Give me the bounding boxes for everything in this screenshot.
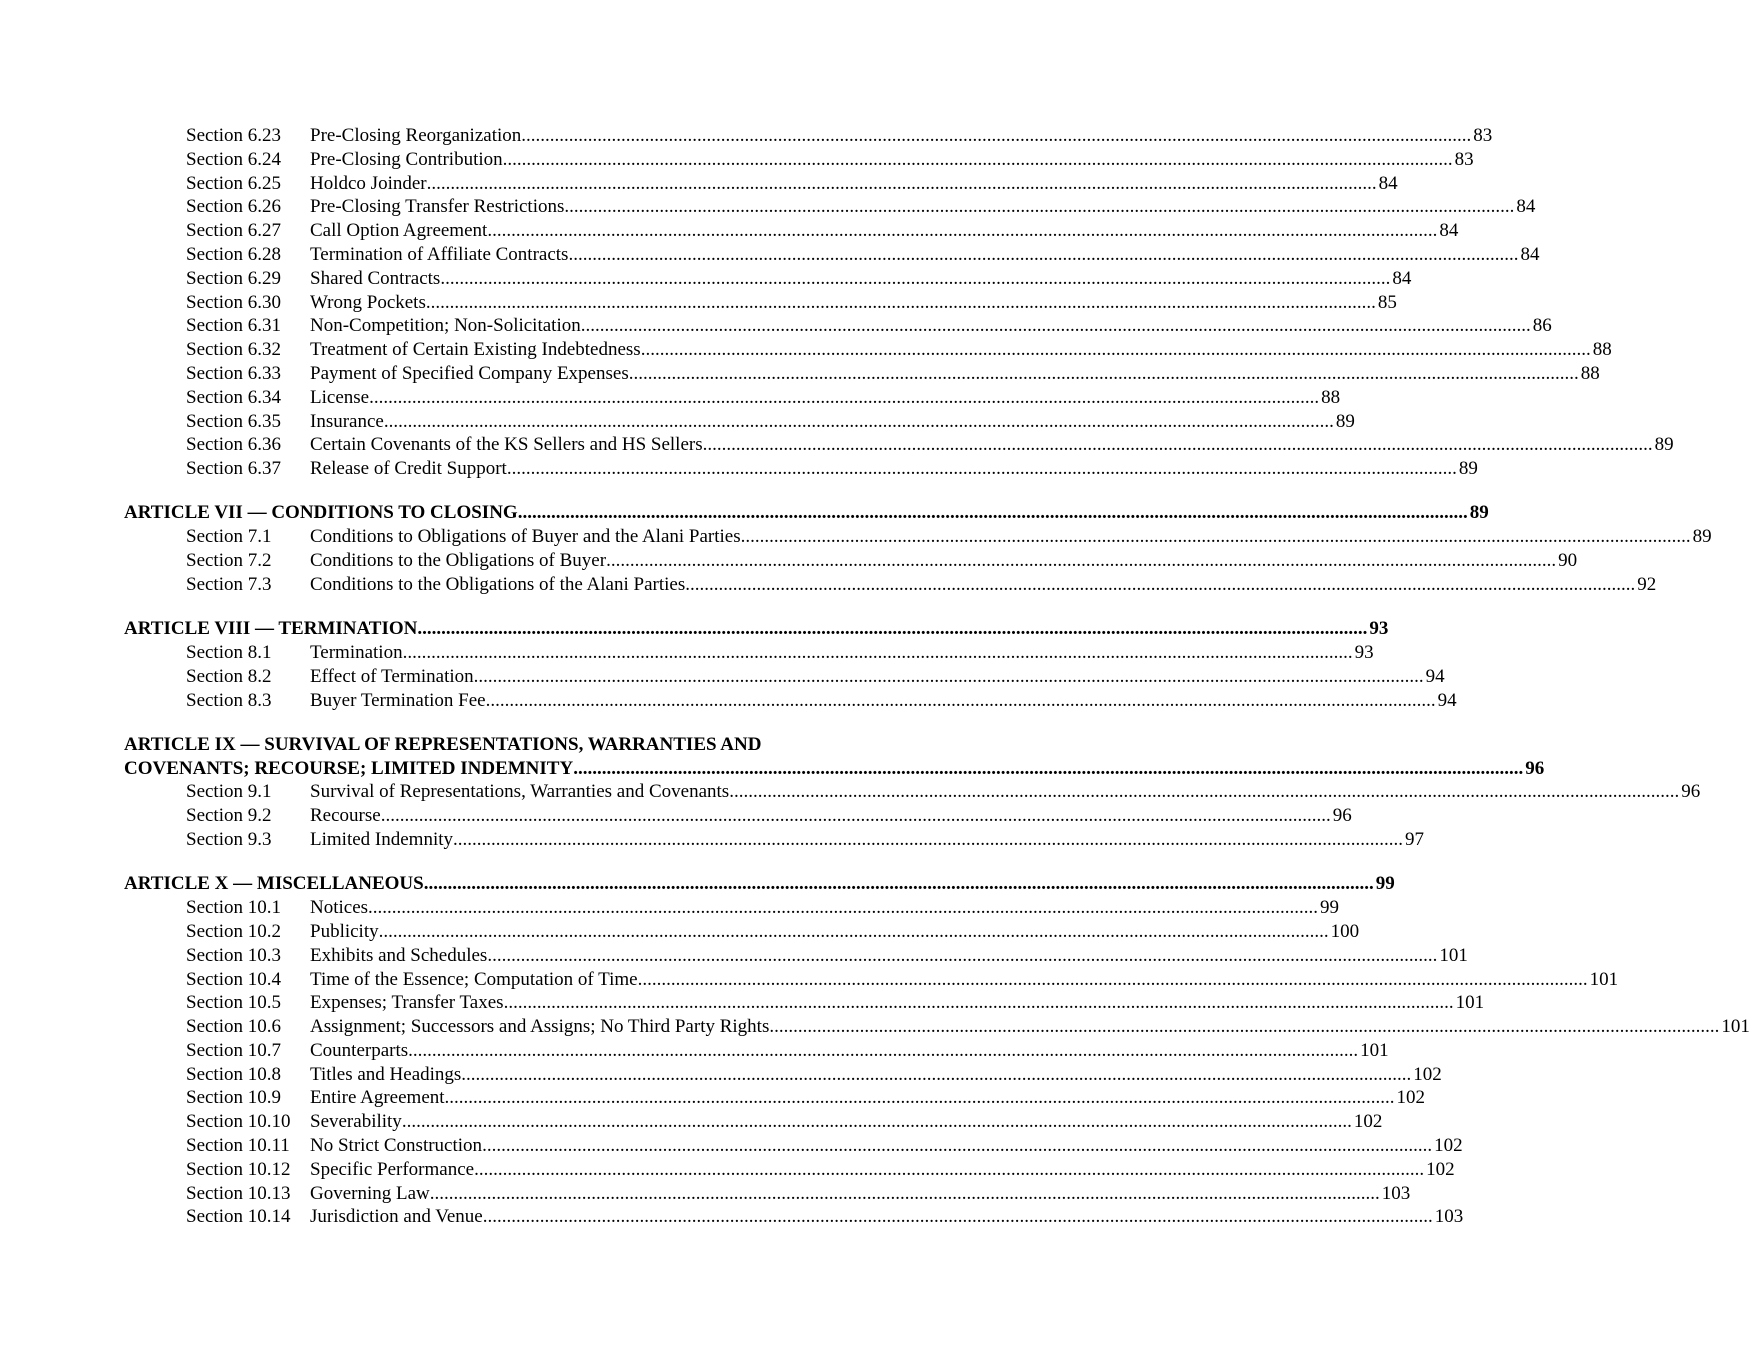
article-heading-line-1[interactable] [0, 733, 1055, 757]
dot-leader: ........................................................................................................................................................................................................ [482, 1206, 1433, 1228]
dot-leader: ........................................................................................................................................................................................................ [685, 573, 1636, 595]
dot-leader: ........................................................................................................................................................................................................ [425, 291, 1376, 313]
dot-leader: ........................................................................................................................................................................................................ [503, 992, 1454, 1014]
section-title: Pre-Closing Reorganization [310, 125, 522, 146]
section-number: Section 10.7 [186, 1039, 281, 1061]
dot-leader: ........................................................................................................................................................................................................ [517, 502, 1468, 524]
page-number: 84 [1439, 220, 1459, 242]
page-number: 102 [1434, 1135, 1463, 1157]
dot-leader: ........................................................................................................................................................................................................ [380, 805, 1331, 827]
page-number: 88 [1321, 386, 1341, 408]
page-number: 88 [1592, 339, 1612, 361]
dot-leader: ........................................................................................................................................................................................................ [702, 434, 1653, 456]
article-title: ARTICLE IX — SURVIVAL OF REPRESENTATIONS, WARRANTIES AND [124, 733, 762, 755]
article-6-sections [0, 124, 1674, 481]
section-number: Section 6.28 [186, 243, 281, 265]
section-title: Call Option Agreement [310, 220, 488, 242]
section-title: Effect of Termination [310, 665, 474, 687]
section-title: Release of Credit Support [310, 458, 507, 480]
section-number: Section 9.3 [186, 829, 272, 851]
page-number: 84 [1392, 267, 1412, 289]
toc-entry[interactable] [0, 386, 1341, 410]
toc-entry[interactable] [0, 219, 1459, 243]
section-number: Section 6.37 [186, 458, 281, 480]
page-number: 97 [1405, 829, 1425, 851]
dot-leader: ........................................................................................................................................................................................................ [474, 1158, 1425, 1180]
toc-entry[interactable] [0, 148, 1474, 172]
toc-entry[interactable] [0, 780, 1701, 804]
dot-leader: ........................................................................................................................................................................................................ [568, 243, 1519, 265]
page-number: 94 [1437, 689, 1457, 711]
section-title: Jurisdiction and Venue [310, 1206, 483, 1228]
toc-entry[interactable] [0, 1110, 1383, 1134]
toc-entry[interactable] [0, 665, 1445, 689]
dot-leader: ........................................................................................................................................................................................................ [769, 1016, 1720, 1038]
section-title: Time of the Essence; Computation of Time [310, 968, 638, 990]
article-heading-line-2[interactable] [0, 757, 1545, 781]
toc-entry[interactable] [0, 573, 1657, 597]
page-number: 102 [1426, 1158, 1455, 1180]
section-number: Section 6.29 [186, 267, 281, 289]
page-number: 99 [1375, 873, 1395, 895]
section-number: Section 6.25 [186, 172, 281, 194]
dot-leader: ........................................................................................................................................................................................................ [368, 897, 1319, 919]
article-heading[interactable] [0, 872, 1395, 896]
page-number: 102 [1353, 1111, 1383, 1133]
dot-leader: ........................................................................................................................................................................................................ [423, 873, 1374, 895]
page-number: 86 [1532, 315, 1552, 337]
toc-entry[interactable] [0, 291, 1397, 315]
section-number: Section 9.1 [186, 781, 272, 803]
section-number: Section 8.1 [186, 641, 272, 663]
page-number: 102 [1413, 1063, 1442, 1085]
toc-entry[interactable] [0, 1134, 1463, 1158]
section-title: Wrong Pockets [310, 291, 426, 313]
page-number: 90 [1558, 550, 1578, 572]
article-title: ARTICLE VIII — TERMINATION [124, 618, 418, 640]
section-number: Section 10.10 [186, 1111, 291, 1133]
article-heading[interactable] [0, 617, 1389, 641]
article-9-sections [0, 780, 1701, 851]
toc-entry[interactable] [0, 338, 1612, 362]
toc-entry[interactable] [0, 195, 1536, 219]
page-number: 103 [1434, 1206, 1464, 1228]
section-number: Section 6.24 [186, 148, 281, 170]
toc-entry[interactable] [0, 968, 1619, 992]
toc-entry[interactable] [0, 267, 1412, 291]
toc-entry[interactable] [0, 641, 1374, 665]
section-number: Section 6.32 [186, 339, 281, 361]
section-number: Section 6.30 [186, 291, 281, 313]
toc-entry[interactable] [0, 362, 1600, 386]
article-title: ARTICLE X — MISCELLANEOUS [124, 873, 424, 895]
toc-entry[interactable] [0, 433, 1674, 457]
toc-entry[interactable] [0, 172, 1398, 196]
page-number: 89 [1469, 502, 1489, 524]
toc-entry[interactable] [0, 1182, 1411, 1206]
section-title: Counterparts [310, 1039, 409, 1061]
dot-leader: ........................................................................................................................................................................................................ [369, 386, 1320, 408]
page-number: 84 [1516, 196, 1536, 218]
dot-leader: ........................................................................................................................................................................................................ [487, 944, 1438, 966]
toc-entry[interactable] [0, 1039, 1389, 1063]
dot-leader: ........................................................................................................................................................................................................ [453, 829, 1404, 851]
toc-entry[interactable] [0, 804, 1352, 828]
toc-entry[interactable] [0, 314, 1552, 338]
dot-leader: ........................................................................................................................................................................................................ [564, 196, 1515, 218]
section-number: Section 8.2 [186, 665, 272, 687]
dot-leader: ........................................................................................................................................................................................................ [487, 220, 1438, 242]
dot-leader: ........................................................................................................................................................................................................ [506, 458, 1457, 480]
section-title: Titles and Headings [310, 1063, 462, 1085]
dot-leader: ........................................................................................................................................................................................................ [444, 1087, 1395, 1109]
dot-leader: ........................................................................................................................................................................................................ [408, 1039, 1359, 1061]
article-7 [0, 501, 1489, 525]
section-number: Section 10.5 [186, 992, 281, 1014]
section-title: Treatment of Certain Existing Indebtedness [310, 339, 641, 361]
section-title: Termination of Affiliate Contracts [310, 243, 569, 265]
toc-entry[interactable] [0, 1015, 1750, 1039]
section-title: Expenses; Transfer Taxes [310, 992, 504, 1014]
page-number: 101 [1589, 968, 1619, 990]
dot-leader: ........................................................................................................................................................................................................ [573, 757, 1524, 779]
page-number: 96 [1525, 757, 1545, 779]
dot-leader: ........................................................................................................................................................................................................ [640, 339, 1591, 361]
toc-entry[interactable] [0, 457, 1478, 481]
section-title: Recourse [310, 805, 381, 827]
page-number: 89 [1654, 434, 1674, 456]
section-title: Assignment; Successors and Assigns; No Third Party Rights [310, 1016, 770, 1038]
toc-entry[interactable] [0, 243, 1540, 267]
article-9 [0, 733, 1545, 781]
page-number: 89 [1335, 410, 1355, 432]
page-number: 102 [1396, 1087, 1426, 1109]
toc-entry[interactable] [0, 991, 1485, 1015]
section-title: Buyer Termination Fee [310, 689, 486, 711]
page-number: 93 [1354, 641, 1374, 663]
page-number: 96 [1681, 781, 1701, 803]
section-number: Section 6.35 [186, 410, 281, 432]
section-number: Section 8.3 [186, 689, 272, 711]
section-title: Pre-Closing Contribution [310, 148, 503, 170]
section-number: Section 10.6 [186, 1016, 281, 1038]
section-number: Section 10.11 [186, 1135, 290, 1157]
section-title: Specific Performance [310, 1158, 475, 1180]
section-number: Section 6.36 [186, 434, 281, 456]
section-number: Section 10.8 [186, 1063, 281, 1085]
dot-leader: ........................................................................................................................................................................................................ [461, 1063, 1412, 1085]
page-number: 101 [1455, 992, 1485, 1014]
page-number: 84 [1378, 172, 1398, 194]
toc-entry[interactable] [0, 1158, 1455, 1182]
section-title: Non-Competition; Non-Solicitation [310, 315, 581, 337]
toc-entry[interactable] [0, 410, 1355, 434]
page-number: 103 [1381, 1182, 1411, 1204]
dot-leader: ........................................................................................................................................................................................................ [628, 362, 1579, 384]
section-title: Conditions to the Obligations of the Alani Parties [310, 573, 686, 595]
article-title-continued: COVENANTS; RECOURSE; LIMITED INDEMNITY [124, 757, 574, 779]
toc-entry[interactable] [0, 944, 1468, 968]
dot-leader: ........................................................................................................................................................................................................ [729, 781, 1680, 803]
section-number: Section 7.1 [186, 526, 272, 548]
article-8 [0, 617, 1389, 641]
dot-leader: ........................................................................................................................................................................................................ [606, 550, 1557, 572]
dot-leader: ........................................................................................................................................................................................................ [426, 172, 1377, 194]
section-number: Section 7.2 [186, 550, 272, 572]
dot-leader: ........................................................................................................................................................................................................ [429, 1182, 1380, 1204]
section-number: Section 6.23 [186, 125, 281, 146]
article-heading[interactable] [0, 501, 1489, 525]
section-number: Section 9.2 [186, 805, 272, 827]
dot-leader: ........................................................................................................................................................................................................ [440, 267, 1391, 289]
section-title: Limited Indemnity [310, 829, 454, 851]
dot-leader: ........................................................................................................................................................................................................ [473, 665, 1424, 687]
section-title: Pre-Closing Transfer Restrictions [310, 196, 565, 218]
article-8-sections [0, 641, 1457, 712]
section-title: Exhibits and Schedules [310, 944, 488, 966]
section-title: Insurance [310, 410, 384, 432]
dot-leader: ........................................................................................................................................................................................................ [378, 920, 1329, 942]
page-number: 101 [1360, 1039, 1389, 1061]
toc-entry[interactable] [0, 1063, 1442, 1087]
section-title: Conditions to Obligations of Buyer and the Alani Parties [310, 526, 741, 548]
page-number: 96 [1332, 805, 1352, 827]
section-number: Section 10.14 [186, 1206, 291, 1228]
section-number: Section 6.26 [186, 196, 281, 218]
dot-leader: ........................................................................................................................................................................................................ [482, 1135, 1433, 1157]
dot-leader: ........................................................................................................................................................................................................ [402, 641, 1353, 663]
toc-entry[interactable] [0, 896, 1340, 920]
section-title: Notices [310, 897, 369, 919]
article-10-sections [0, 896, 1750, 1229]
page-number: 99 [1320, 897, 1340, 919]
dot-leader: ........................................................................................................................................................................................................ [383, 410, 1334, 432]
section-number: Section 6.33 [186, 362, 281, 384]
dot-leader: ........................................................................................................................................................................................................ [401, 1111, 1352, 1133]
section-title: Entire Agreement [310, 1087, 445, 1109]
section-number: Section 10.3 [186, 944, 281, 966]
section-title: Survival of Representations, Warranties and Covenants [310, 781, 730, 803]
page-number: 93 [1369, 618, 1389, 640]
section-title: License [310, 386, 370, 408]
section-title: Severability [310, 1111, 402, 1133]
toc-entry[interactable] [0, 689, 1457, 713]
section-number: Section 10.4 [186, 968, 281, 990]
toc-entry[interactable] [0, 1205, 1464, 1229]
toc-entry[interactable] [0, 1086, 1426, 1110]
article-10 [0, 872, 1395, 896]
toc-entry[interactable] [0, 124, 1493, 148]
section-title: Certain Covenants of the KS Sellers and HS Sellers [310, 434, 703, 456]
section-title: Holdco Joinder [310, 172, 427, 194]
page-number: 84 [1520, 243, 1540, 265]
section-number: Section 10.12 [186, 1158, 291, 1180]
dot-leader: ........................................................................................................................................................................................................ [580, 315, 1531, 337]
dot-leader: ........................................................................................................................................................................................................ [502, 148, 1453, 170]
section-title: Governing Law [310, 1182, 430, 1204]
page-number: 88 [1580, 362, 1600, 384]
section-title: Shared Contracts [310, 267, 441, 289]
toc-entry[interactable] [0, 920, 1360, 944]
article-title: ARTICLE VII — CONDITIONS TO CLOSING [124, 502, 518, 524]
toc-entry[interactable] [0, 525, 1712, 549]
page-number: 85 [1377, 291, 1397, 313]
section-title: No Strict Construction [310, 1135, 483, 1157]
section-title: Payment of Specified Company Expenses [310, 362, 629, 384]
page-number: 101 [1721, 1016, 1750, 1038]
section-number: Section 10.9 [186, 1087, 281, 1109]
section-title: Termination [310, 641, 403, 663]
page-number: 83 [1473, 125, 1493, 146]
dot-leader: ........................................................................................................................................................................................................ [485, 689, 1436, 711]
section-number: Section 7.3 [186, 573, 272, 595]
dot-leader: ........................................................................................................................................................................................................ [521, 125, 1472, 146]
page-number: 101 [1439, 944, 1468, 966]
toc-entry[interactable] [0, 549, 1578, 573]
section-number: Section 6.31 [186, 315, 281, 337]
section-number: Section 6.27 [186, 220, 281, 242]
section-number: Section 10.2 [186, 920, 281, 942]
page-number: 89 [1692, 526, 1712, 548]
page-number: 94 [1425, 665, 1445, 687]
section-title: Conditions to the Obligations of Buyer [310, 550, 607, 572]
toc-entry[interactable] [0, 828, 1425, 852]
page-number: 100 [1330, 920, 1360, 942]
page-number: 83 [1454, 148, 1474, 170]
page-number: 89 [1458, 458, 1478, 480]
section-number: Section 6.34 [186, 386, 281, 408]
section-number: Section 10.1 [186, 897, 281, 919]
section-title: Publicity [310, 920, 379, 942]
article-7-sections [0, 525, 1712, 596]
dot-leader: ........................................................................................................................................................................................................ [637, 968, 1588, 990]
dot-leader: ........................................................................................................................................................................................................ [740, 526, 1691, 548]
dot-leader: ........................................................................................................................................................................................................ [417, 618, 1368, 640]
table-of-contents [0, 124, 1750, 1229]
page-number: 92 [1637, 573, 1657, 595]
section-number: Section 10.13 [186, 1182, 291, 1204]
